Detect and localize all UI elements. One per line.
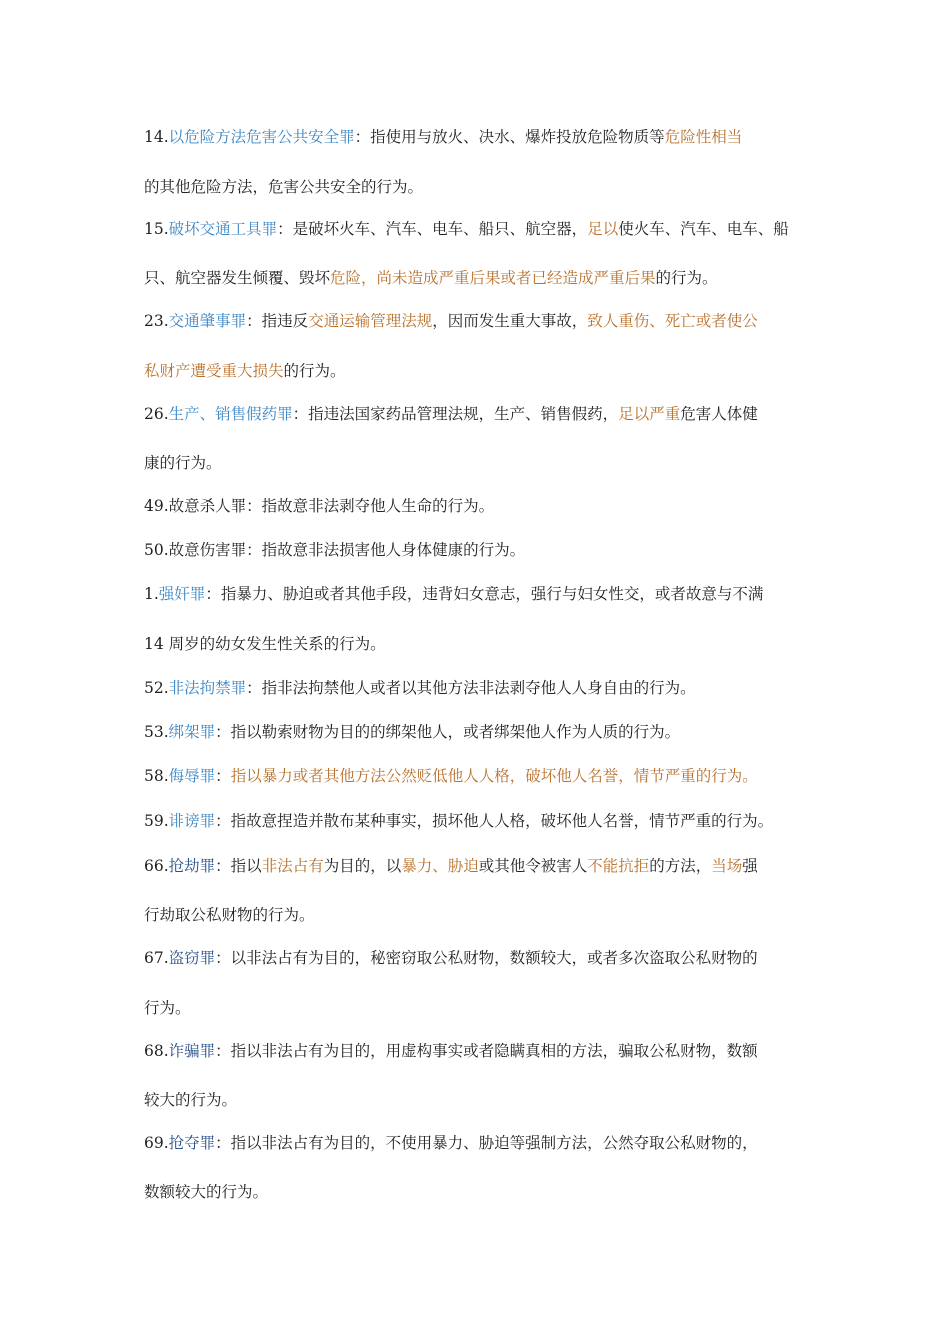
crime-term: 盗窃罪 [168,949,216,967]
text-run: 康的行为。 [144,454,222,472]
crime-term: 绑架罪 [168,723,216,741]
text-run: 52. [144,679,169,697]
text-line [144,811,773,831]
highlighted-text: 足以 [587,220,619,238]
text-line [144,1182,268,1202]
text-run: ：指以勒索财物为目的的绑架他人，或者绑架他人作为人质的行为。 [215,723,681,741]
text-line [144,722,680,742]
crime-term: 诈骗罪 [168,1042,216,1060]
highlighted-text: 不能抗拒 [587,857,650,875]
text-run: 26. [144,405,169,423]
text-line [144,634,386,654]
text-run: ：指非法拘禁他人或者以其他方法非法剥夺他人人身自由的行为。 [246,679,696,697]
text-run: ：指使用与放火、决水、爆炸投放危险物质等 [354,128,665,146]
text-run: 的其他危险方法，危害公共安全的行为。 [144,178,424,196]
text-run: 的方法， [649,857,712,875]
crime-term: 抢劫罪 [168,857,216,875]
text-run: 的行为。 [655,269,718,287]
text-line [144,766,758,786]
text-line [144,1090,237,1110]
text-run: 14 周岁的幼女发生性关系的行为。 [144,635,386,653]
text-run: ：指以非法占有为目的，不使用暴力、胁迫等强制方法，公然夺取公私财物的， [215,1134,758,1152]
text-line [144,311,758,331]
text-run: 使火车、汽车、电车、船 [618,220,789,238]
text-run: 50.故意伤害罪：指故意非法损害他人身体健康的行为。 [144,541,526,559]
text-run: 53. [144,723,169,741]
text-line [144,453,222,473]
text-run: 行劫取公私财物的行为。 [144,906,315,924]
text-run: ：指违反 [246,312,309,330]
text-run: 较大的行为。 [144,1091,238,1109]
text-run: 59. [144,812,169,830]
text-run: 行为。 [144,999,191,1017]
text-line [144,361,346,381]
text-line [144,268,718,288]
text-run: ：指违法国家药品管理法规，生产、销售假药， [292,405,619,423]
text-run: ：指暴力、胁迫或者其他手段，违背妇女意志，强行与妇女性交，或者故意与不满 [205,585,764,603]
text-run: 68. [144,1042,169,1060]
text-run: 为目的，以 [323,857,402,875]
text-run: 的行为。 [283,362,346,380]
text-run: 数额较大的行为。 [144,1183,269,1201]
text-run: 66. [144,857,169,875]
text-line [144,948,758,968]
text-run: 67. [144,949,169,967]
text-run: 23. [144,312,169,330]
text-run: 危害人体健 [680,405,758,423]
text-line [144,584,763,604]
text-run: 69. [144,1134,169,1152]
text-line [144,1133,758,1153]
text-line [144,496,494,516]
text-line [144,404,758,424]
text-run: 1. [144,585,159,603]
highlighted-text: 交通运输管理法规 [308,312,433,330]
crime-term: 抢夺罪 [168,1134,216,1152]
text-line [144,540,525,560]
text-run: 强 [742,857,758,875]
text-run: ：指以 [215,857,262,875]
text-line [144,1041,758,1061]
crime-term: 生产、销售假药罪 [168,405,293,423]
highlighted-text: 危险，尚未造成严重后果或者已经造成严重后果 [330,269,656,287]
text-run: ：指以非法占有为目的，用虚构事实或者隐瞒真相的方法，骗取公私财物，数额 [215,1042,758,1060]
text-line [144,998,191,1018]
highlighted-text: 致人重伤、死亡或者使公 [587,312,758,330]
text-line [144,177,423,197]
highlighted-text: 危险性相当 [664,128,743,146]
highlighted-text: 指以暴力或者其他方法公然贬低他人人格，破坏他人名誉，情节严重的行为。 [230,767,758,785]
text-run: 或其他令被害人 [478,857,588,875]
text-run: ：以非法占有为目的，秘密窃取公私财物，数额较大，或者多次盗取公私财物的 [215,949,758,967]
text-run: 只、航空器发生倾覆、毁坏 [144,269,331,287]
crime-term: 诽谤罪 [168,812,216,830]
highlighted-text: 非法占有 [261,857,324,875]
highlighted-text: 足以严重 [618,405,681,423]
text-run: 15. [144,220,169,238]
text-run: ： [215,767,231,785]
crime-term: 非法拘禁罪 [168,679,247,697]
crime-term: 侮辱罪 [168,767,216,785]
crime-term: 破坏交通工具罪 [168,220,278,238]
text-line [144,856,758,876]
crime-term: 以危险方法危害公共安全罪 [168,128,355,146]
crime-term: 交通肇事罪 [168,312,247,330]
text-line [144,678,696,698]
text-run: 49.故意杀人罪：指故意非法剥夺他人生命的行为。 [144,497,495,515]
text-run: ：是破坏火车、汽车、电车、船只、航空器， [277,220,588,238]
highlighted-text: 私财产遭受重大损失 [144,362,284,380]
text-run: ：指故意捏造并散布某种事实，损坏他人人格，破坏他人名誉，情节严重的行为。 [215,812,774,830]
text-run: 58. [144,767,169,785]
text-line [144,905,315,925]
text-line [144,127,742,147]
text-run: 14. [144,128,169,146]
text-run: ，因而发生重大事故， [432,312,588,330]
text-line [144,219,789,239]
highlighted-text: 当场 [711,857,743,875]
crime-term: 强奸罪 [158,585,206,603]
highlighted-text: 暴力、胁迫 [401,857,479,875]
